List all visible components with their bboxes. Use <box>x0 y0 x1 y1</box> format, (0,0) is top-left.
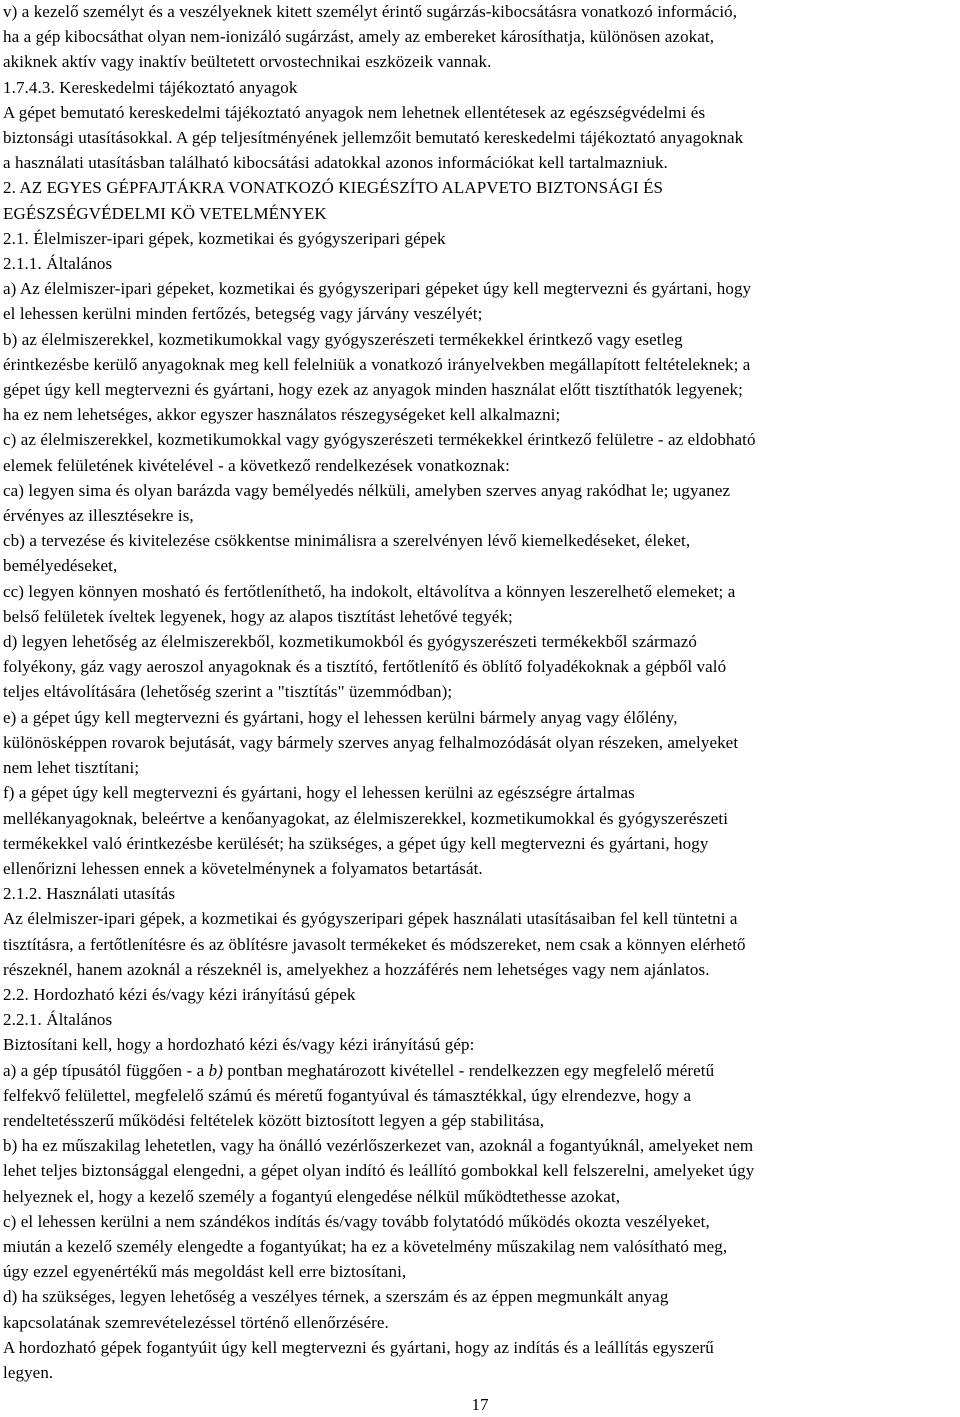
text-line: érintkezésbe kerülő anyagoknak meg kell felelniük a vonatkozó irányelvekben megállapított feltételeknek; a <box>3 354 751 374</box>
text-line: lehet teljes biztonsággal elengedni, a gépet olyan indító és leállító gombokkal kell felszerelni, amelyeket úgy <box>3 1161 755 1181</box>
text-line: részeknél, hanem azoknál a részeknél is, amelyekhez a hozzáférés nem lehetséges vagy nem ajánlatos. <box>3 959 710 979</box>
text-line: Biztosítani kell, hogy a hordozható kézi és/vagy kézi irányítású gép: <box>3 1035 475 1055</box>
text-line: ha a gép kibocsáthat olyan nem-ionizáló sugárzást, amely az embereket károsíthatja, különösen azokat, <box>3 27 715 47</box>
document-body <box>3 0 960 1385</box>
text-line: e) a gépet úgy kell megtervezni és gyártani, hogy el lehessen kerülni bármely anyag vagy élőlény, <box>3 707 678 727</box>
text-line: 1.7.4.3. Kereskedelmi tájékoztató anyagok <box>3 77 298 97</box>
text-line: nem lehet tisztítani; <box>3 758 140 778</box>
text-line: felfekvő felülettel, megfelelő számú és méretű fogantyúval és támasztékkal, úgy elrendezve, hogy a <box>3 1085 692 1105</box>
text-line: belső felületek íveltek legyenek, hogy az alapos tisztítást lehetővé tegyék; <box>3 606 513 626</box>
text-line: A hordozható gépek fogantyúit úgy kell megtervezni és gyártani, hogy az indítás és a leállítás egyszerű <box>3 1337 714 1357</box>
text-line: rendeltetésszerű működési feltételek között biztosított legyen a gép stabilitása, <box>3 1110 545 1130</box>
text-line: 2.1.2. Használati utasítás <box>3 884 176 904</box>
text-line: d) ha szükséges, legyen lehetőség a veszélyes térnek, a szerszám és az éppen megmunkált anyag <box>3 1287 669 1307</box>
text-line: EGÉSZSÉGVÉDELMI KÖ VETELMÉNYEK <box>3 203 327 223</box>
text-line: v) a kezelő személyt és a veszélyeknek kitett személyt érintő sugárzás-kibocsátásra vonatkozó információ, <box>3 2 738 21</box>
text-line: gépet úgy kell megtervezni és gyártani, hogy ezek az anyagok minden használat előtt tisztíthatók legyenek; <box>3 380 743 400</box>
text-line: miután a kezelő személy elengedte a fogantyúkat; ha ez a követelmény műszakilag nem valósítható meg, <box>3 1236 728 1256</box>
text-line: akiknek aktív vagy inaktív beültetett orvostechnikai eszközeik vannak. <box>3 52 492 72</box>
text-line: 2.2. Hordozható kézi és/vagy kézi irányítású gépek <box>3 984 356 1004</box>
text-line: 2.1.1. Általános <box>3 254 113 274</box>
text-line: Az élelmiszer-ipari gépek, a kozmetikai és gyógyszeripari gépek használati utasításaiban fel kell tüntetni a <box>3 909 738 929</box>
text-line: érvényes az illesztésekre is, <box>3 506 194 526</box>
text-line: 2. AZ EGYES GÉPFAJTÁKRA VONATKOZÓ KIEGÉSZÍTO ALAPVETO BIZTONSÁGI ÉS <box>3 178 664 198</box>
text-line: termékekkel való érintkezésbe kerülését; ha szükséges, a gépet úgy kell megtervezni és gyártani, hogy <box>3 833 709 853</box>
text-line: bemélyedéseket, <box>3 556 118 576</box>
text-line: cc) legyen könnyen mosható és fertőtleníthető, ha indokolt, eltávolítva a könnyen leszerelhető elemeket; a <box>3 581 736 601</box>
text-line: a) a gép típusától függően - a b) pontban meghatározott kivétellel - rendelkezzen egy megfelelő méretű <box>3 1060 715 1080</box>
text-line: d) legyen lehetőség az élelmiszerekből, kozmetikumokból és gyógyszerészeti termékekből származó <box>3 632 697 652</box>
text-line: teljes eltávolítására (lehetőség szerint a "tisztítás" üzemmódban); <box>3 682 453 702</box>
text-line: kapcsolatának szemrevételezéssel történő ellenőrzésére. <box>3 1312 389 1332</box>
text-line: folyékony, gáz vagy aeroszol anyagoknak és a tisztító, fertőtlenítő és öblítő folyadékoknak a gépből való <box>3 657 727 677</box>
text-line: különösképpen rovarok bejutását, vagy bármely szerves anyag felhalmozódását olyan részeken, amelyeket <box>3 732 739 752</box>
text-line: c) az élelmiszerekkel, kozmetikumokkal vagy gyógyszerészeti termékekkel érintkező felületre - az eldobható <box>3 430 756 450</box>
text-line: c) el lehessen kerülni a nem szándékos indítás és/vagy tovább folytatódó működés okozta veszélyeket, <box>3 1211 710 1231</box>
text-line: mellékanyagoknak, beleértve a kenőanyagokat, az élelmiszerekkel, kozmetikumokkal és gyógyszerészeti <box>3 808 729 828</box>
text-line: tisztításra, a fertőtlenítésre és az öblítésre javasolt termékeket és módszereket, nem csak a könnyen elérhető <box>3 934 746 954</box>
text-line: biztonsági utasításokkal. A gép teljesítményének jellemzőit bemutató kereskedelmi tájékoztató anyagoknak <box>3 128 744 148</box>
text-line: b) az élelmiszerekkel, kozmetikumokkal vagy gyógyszerészeti termékekkel érintkező vagy esetleg <box>3 329 683 349</box>
text-line: úgy ezzel egyenértékű más megoldást kell erre biztosítani, <box>3 1262 407 1282</box>
text-line: cb) a tervezése és kivitelezése csökkentse minimálisra a szerelvényen lévő kiemelkedéseket, éleket, <box>3 531 691 551</box>
text-line: ca) legyen sima és olyan barázda vagy bemélyedés nélküli, amelyben szerves anyag rakódhat le; ugyanez <box>3 480 731 500</box>
text-line: b) ha ez műszakilag lehetetlen, vagy ha önálló vezérlőszerkezet van, azoknál a fogantyúknál, amelyeket nem <box>3 1136 754 1156</box>
text-line: helyeznek el, hogy a kezelő személy a fogantyú elengedése nélkül működtethesse azokat, <box>3 1186 621 1206</box>
text-line: 2.2.1. Általános <box>3 1010 113 1030</box>
text-line: A gépet bemutató kereskedelmi tájékoztató anyagok nem lehetnek ellentétesek az egészségvédelmi és <box>3 102 706 122</box>
text-line: ellenőrizni lehessen ennek a követelménynek a folyamatos betartását. <box>3 858 483 878</box>
page-number: 17 <box>471 1395 489 1414</box>
text-line: a használati utasításban található kibocsátási adatokkal azonos információkat kell tartalmazniuk. <box>3 153 668 173</box>
text-line: f) a gépet úgy kell megtervezni és gyártani, hogy el lehessen kerülni az egészségre ártalmas <box>3 783 635 803</box>
text-line: ha ez nem lehetséges, akkor egyszer használatos részegységeket kell alkalmazni; <box>3 405 561 425</box>
text-line: 2.1. Élelmiszer-ipari gépek, kozmetikai és gyógyszeripari gépek <box>3 228 446 248</box>
text-line: a) Az élelmiszer-ipari gépeket, kozmetikai és gyógyszeripari gépeket úgy kell megtervezni és gyártani, hogy <box>3 279 752 299</box>
text-line: legyen. <box>3 1362 54 1382</box>
text-line: el lehessen kerülni minden fertőzés, betegség vagy járvány veszélyét; <box>3 304 483 324</box>
text-line: elemek felületének kivételével - a következő rendelkezések vonatkoznak: <box>3 455 510 475</box>
